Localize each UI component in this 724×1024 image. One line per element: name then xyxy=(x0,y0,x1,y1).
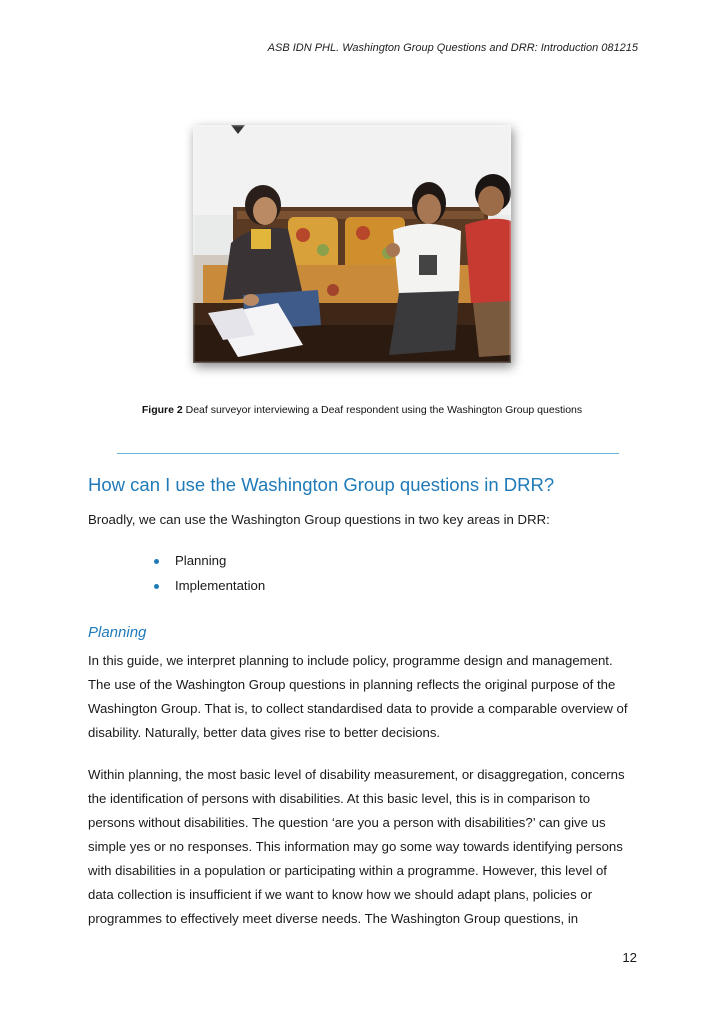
bullet-icon xyxy=(154,584,159,589)
figure-caption xyxy=(0,404,724,416)
section-heading: How can I use the Washington Group questions in DRR? xyxy=(88,474,555,495)
section-divider xyxy=(117,453,619,454)
paragraph-line: Washington Group. That is, to collect standardised data to provide a comparable overview of xyxy=(88,701,628,716)
interview-photo-illustration xyxy=(193,125,511,363)
paragraph-line: with disabilities in a population or participating within a programme. However, this level of xyxy=(88,863,607,878)
paragraph xyxy=(88,763,648,931)
paragraph-line: data collection is insufficient if we want to know how we should adapt plans, policies or xyxy=(88,887,593,902)
list-item xyxy=(152,550,265,575)
paragraph-line: disability. Naturally, better data gives rise to better decisions. xyxy=(88,725,441,740)
bullet-icon xyxy=(154,559,159,564)
paragraph-line: persons without disabilities. The question ‘are you a person with disabilities?’ can give us xyxy=(88,815,606,830)
paragraph-line: The use of the Washington Group questions in planning reflects the original purpose of the xyxy=(88,677,616,692)
paragraph-line: programmes to effectively meet diverse needs. The Washington Group questions, in xyxy=(88,911,579,926)
paragraph-line: simple yes or no responses. This information may go some way towards identifying persons xyxy=(88,839,623,854)
paragraph-line: the identification of persons with disabilities. At this basic level, this is in comparison to xyxy=(88,791,591,806)
paragraph-line: In this guide, we interpret planning to include policy, programme design and management. xyxy=(88,653,613,668)
list-item-label: Planning xyxy=(175,553,227,568)
figure-photo xyxy=(193,125,511,363)
running-header: ASB IDN PHL. Washington Group Questions and DRR: Introduction 081215 xyxy=(267,42,638,54)
section-intro: Broadly, we can use the Washington Group questions in two key areas in DRR: xyxy=(88,512,550,527)
paragraph xyxy=(88,649,648,745)
bullet-list xyxy=(152,550,265,600)
figure-label: Figure 2 xyxy=(141,404,183,416)
list-item-label: Implementation xyxy=(175,578,266,593)
subsection-heading: Planning xyxy=(88,624,147,641)
figure-caption-text: Deaf surveyor interviewing a Deaf respondent using the Washington Group questions xyxy=(182,404,583,416)
paragraph-line: Within planning, the most basic level of disability measurement, or disaggregation, concerns xyxy=(88,767,625,782)
page-number: 12 xyxy=(622,950,637,965)
list-item xyxy=(152,575,265,600)
